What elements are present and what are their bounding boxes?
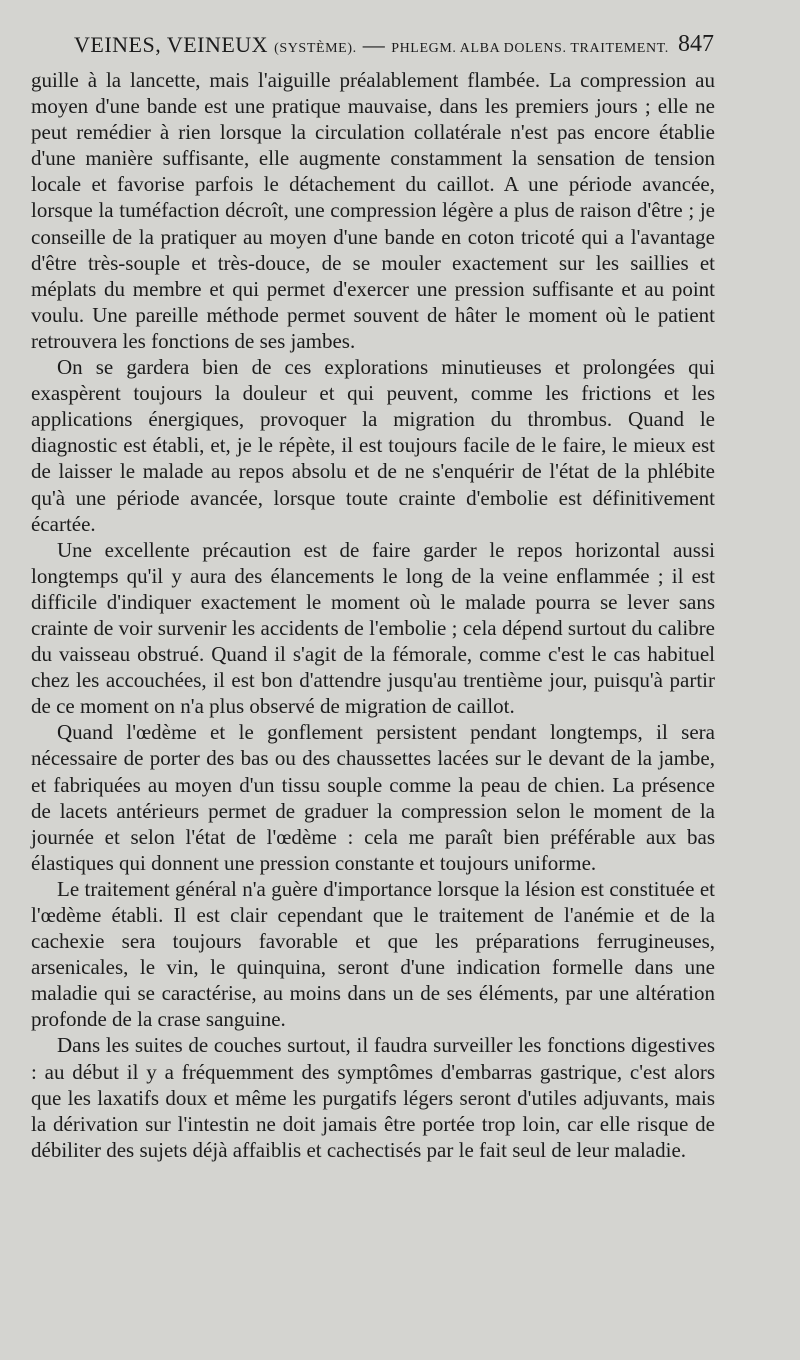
paragraph: On se gardera bien de ces explorations minutieuses et prolongées qui exaspèrent toujours la douleur et qui peuvent, comme les frictions et les applications énergiques, provoquer la migration du thrombus. Quand le diagnostic est établi, et, je le répète, il est toujours facile de le faire, le mieux est de laisser le malade au repos absolu et de ne s'enquérir de l'état de la phlébite qu'à une période avancée, lorsque toute crainte d'embolie est définitivement écartée. [31, 355, 715, 536]
paragraph: Une excellente précaution est de faire garder le repos horizontal aussi longtemps qu'il y aura des élancements le long de la veine enflammée ; il est difficile d'indiquer exactement le moment où le malade pourra se lever sans crainte de voir survenir les accidents de l'embolie ; cela dépend surtout du calibre du vaisseau obstrué. Quand il s'agit de la fémorale, comme c'est le cas habituel chez les accouchées, il est bon d'attendre jusqu'au trentième jour, puisqu'à partir de ce moment on n'a plus observé de migration de caillot. [31, 537, 715, 719]
running-title [74, 32, 669, 58]
paragraph: Quand l'œdème et le gonflement persistent pendant longtemps, il sera nécessaire de porter des bas ou des chaussettes lacées sur le devant de la jambe, et fabriquées au moyen d'un tissu souple comme la peau de chien. La présence de lacets antérieurs permet de graduer la compression selon le moment de la journée et selon l'état de l'œdème : cela me paraît bien préférable aux bas élastiques qui donnent une pression constante et toujours uniforme. [31, 720, 715, 875]
running-title-main: VEINES, VEINEUX [74, 32, 269, 57]
running-title-dash: — [362, 32, 386, 57]
paragraph: guille à la lancette, mais l'aiguille préalablement flambée. La compression au moyen d'une bande est une pratique mauvaise, dans les premiers jours ; elle ne peut remédier à rien lorsque la circulation collatérale n'est pas encore établie d'une manière suffisante, elle augmente constamment la sensation de tension locale et favorise parfois le détachement du caillot. A une période avancée, lorsque la tuméfaction décroît, une compression légère a plus de raison d'être ; je conseille de la pratiquer au moyen d'une bande en coton tricoté qui a l'avantage d'être très-souple et très-douce, de se mouler exactement sur les saillies et méplats du membre et qui permet d'exercer une pression suffisante et au point voulu. Une pareille méthode permet souvent de hâter le moment où le patient retrouvera les fonctions de ses jambes. [31, 68, 715, 353]
body-text [31, 67, 715, 1163]
running-title-sub: PHLEGM. ALBA DOLENS. TRAITEMENT. [391, 41, 669, 56]
paragraph: Dans les suites de couches surtout, il faudra surveiller les fonctions digestives : au début il y a fréquemment des symptômes d'embarras gastrique, c'est alors que les laxatifs doux et même les purgatifs légers seront d'utiles adjuvants, mais la dérivation sur l'intestin ne doit jamais être portée trop loin, car elle risque de débiliter des sujets déjà affaiblis et cachectisés par le fait seul de leur maladie. [31, 1033, 715, 1162]
page-number: 847 [678, 31, 714, 57]
running-title-system: (SYSTÈME). [274, 41, 357, 56]
running-header [34, 32, 714, 62]
paragraph: Le traitement général n'a guère d'importance lorsque la lésion est constituée et l'œdème établi. Il est clair cependant que le traitement de l'anémie et de la cachexie sera toujours favorable et que les préparations ferrugineuses, arsenicales, le vin, le quinquina, seront d'une indication formelle dans une maladie qui se caractérise, au moins dans un de ses éléments, par une altération profonde de la crase sanguine. [31, 876, 715, 1032]
